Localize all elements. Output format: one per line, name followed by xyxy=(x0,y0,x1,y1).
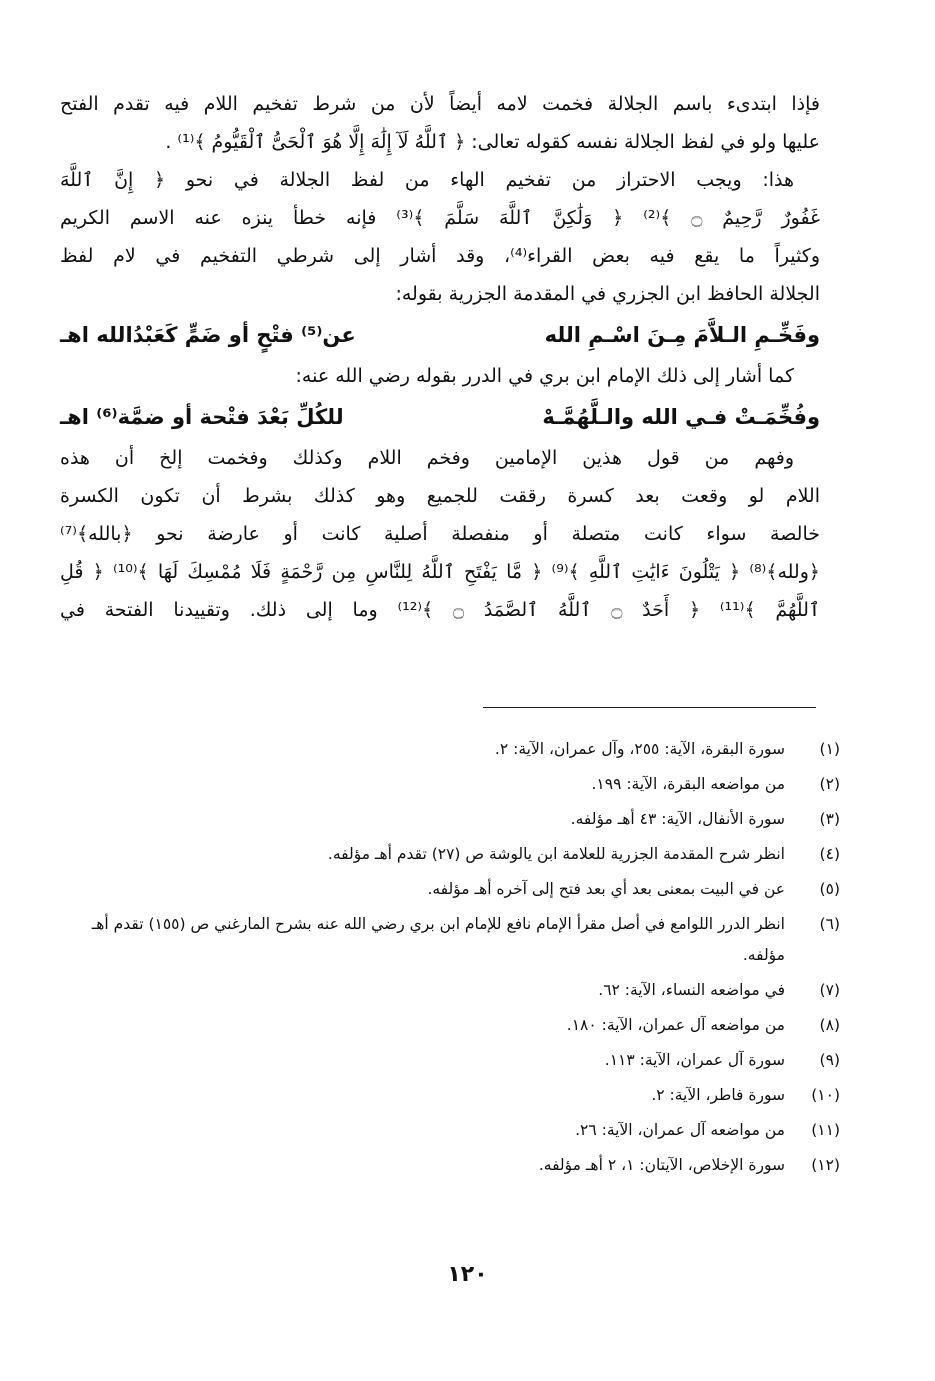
footnote-separator xyxy=(483,707,816,708)
footnote-number: (١٠) xyxy=(811,1086,840,1104)
footnote-item xyxy=(60,907,840,973)
footnote-item xyxy=(60,767,840,802)
footnote-text: سورة الإخلاص، الآيتان: ١، ٢ أهـ مؤلفه. xyxy=(538,1156,785,1174)
text-line: غَفُورٌ رَّحِيمٌ ۝ ﴾⁽²⁾ ﴿ وَلَٰكِنَّ ٱللَّهَ سَلَّمَ ﴾⁽³⁾ فإنه خطأ ينزه عنه الاسم الكريم xyxy=(60,207,820,229)
text-line: خالصة سواء كانت متصلة أو منفصلة أصلية كانت أو عارضة نحو ﴿بالله﴾⁽⁷⁾ xyxy=(60,523,820,545)
footnote-item xyxy=(60,732,840,767)
footnote-number: (١) xyxy=(819,740,840,758)
footnote-number: (٣) xyxy=(819,810,840,828)
text-line: ﴿ولله﴾⁽⁸⁾ ﴿ يَتْلُونَ ءَايَٰتِ ٱللَّهِ ﴾⁽⁹⁾ ﴿ مَّا يَفْتَحِ ٱللَّهُ لِلنَّاسِ مِن رَّحْمَةٍ فَلَا مُمْسِكَ لَهَا ﴾⁽¹⁰⁾ ﴿ قُلِ xyxy=(60,561,820,583)
text-line: كما أشار إلى ذلك الإمام ابن بري في الدرر بقوله رضي الله عنه: xyxy=(295,365,794,387)
footnote-text: انظر الدرر اللوامع في أصل مقرأ الإمام نافع للإمام ابن بري رضي الله عنه بشرح المارغني ص (١٥٥) تقدم أهـ مؤلفه. xyxy=(91,915,785,964)
footnote-text: سورة آل عمران، الآية: ١١٣. xyxy=(604,1051,785,1069)
footnote-text: سورة البقرة، الآية: ٢٥٥، وآل عمران، الآية: ٢. xyxy=(494,740,785,758)
text-line: اللام لو وقعت بعد كسرة رققت للجميع وهو كذلك بشرط أن تكون الكسرة xyxy=(60,485,820,507)
footnote-text: انظر شرح المقدمة الجزرية للعلامة ابن يالوشة ص (٢٧) تقدم أهـ مؤلفه. xyxy=(327,845,785,863)
page-number: ١٢٠ xyxy=(447,1262,488,1287)
footnote-item xyxy=(60,1148,840,1183)
footnote-item xyxy=(60,872,840,907)
footnote-number: (٨) xyxy=(819,1016,840,1034)
footnote-number: (٢) xyxy=(819,775,840,793)
text-line: وكثيراً ما يقع فيه بعض القراء⁽⁴⁾، وقد أشار إلى شرطي التفخيم في لام لفظ xyxy=(60,245,820,267)
footnote-text: سورة فاطر، الآية: ٢. xyxy=(651,1086,785,1104)
footnote-text: سورة الأنفال، الآية: ٤٣ أهـ مؤلفه. xyxy=(570,810,785,828)
verse-second-hemistich: عن⁽⁵⁾ فتْحٍ أو ضَمٍّ كَعَبْدُالله اهـ xyxy=(60,323,356,347)
verse-first-hemistich: وفُخِّمَـتْ فـي الله والـلَّهُمَّـهْ xyxy=(542,405,820,429)
text-line: هذا: ويجب الاحتراز من تفخيم الهاء من لفظ الجلالة في نحو ﴿ إِنَّ ٱللَّهَ xyxy=(60,169,794,191)
verse-second-hemistich: للكُلِّ بَعْدَ فتْحة أو ضمَّة⁽⁶⁾ اهـ xyxy=(60,405,344,429)
footnote-item xyxy=(60,1008,840,1043)
footnote-text: في مواضعه النساء، الآية: ٦٢. xyxy=(598,981,785,999)
footnote-text: من مواضعه البقرة، الآية: ١٩٩. xyxy=(591,775,785,793)
text-line: عليها ولو في لفظ الجلالة نفسه كقوله تعالى: ﴿ ٱللَّهُ لَآ إِلَٰهَ إِلَّا هُوَ ٱلْحَىُّ ٱلْقَيُّومُ ﴾⁽¹⁾ . xyxy=(165,131,820,153)
main-text xyxy=(60,85,820,629)
footnote-text: عن في البيت بمعنى بعد أي بعد فتح إلى آخره أهـ مؤلفه. xyxy=(427,880,785,898)
footnote-number: (١٢) xyxy=(811,1156,840,1174)
poem-verse-1 xyxy=(60,313,820,357)
text-line: فإذا ابتدىء باسم الجلالة فخمت لامه أيضاً لأن من شرط تفخيم اللام فيه تقدم الفتح xyxy=(60,93,820,115)
poem-verse-2 xyxy=(60,395,820,439)
footnote-number: (٦) xyxy=(819,915,840,933)
footnote-number: (١١) xyxy=(811,1121,840,1139)
footnote-number: (٥) xyxy=(819,880,840,898)
footnote-item xyxy=(60,1113,840,1148)
footnote-item xyxy=(60,837,840,872)
text-line: الجلالة الحافظ ابن الجزري في المقدمة الجزرية بقوله: xyxy=(395,283,820,305)
footnote-item xyxy=(60,973,840,1008)
verse-first-hemistich: وفَخِّـمِ الـلاَّمَ مِـنَ اسْـمِ الله xyxy=(544,323,820,347)
footnote-number: (٤) xyxy=(819,845,840,863)
footnote-text: من مواضعه آل عمران، الآية: ١٨٠. xyxy=(566,1016,785,1034)
footnote-number: (٩) xyxy=(819,1051,840,1069)
footnote-item xyxy=(60,1078,840,1113)
footnote-item xyxy=(60,1043,840,1078)
footnote-item xyxy=(60,802,840,837)
footnote-text: من مواضعه آل عمران، الآية: ٢٦. xyxy=(575,1121,785,1139)
footnotes xyxy=(60,732,840,1183)
text-line: ٱللَّهُمَّ ﴾⁽¹¹⁾ ﴿ أَحَدٌ ۝ ٱللَّهُ ٱلصَّمَدُ ۝ ﴾⁽¹²⁾ وما إلى ذلك. وتقييدنا الفتحة في xyxy=(60,599,820,621)
text-line: وفهم من قول هذين الإمامين وفخم اللام وكذلك وفخمت إلخ أن هذه xyxy=(60,447,794,469)
footnote-number: (٧) xyxy=(819,981,840,999)
